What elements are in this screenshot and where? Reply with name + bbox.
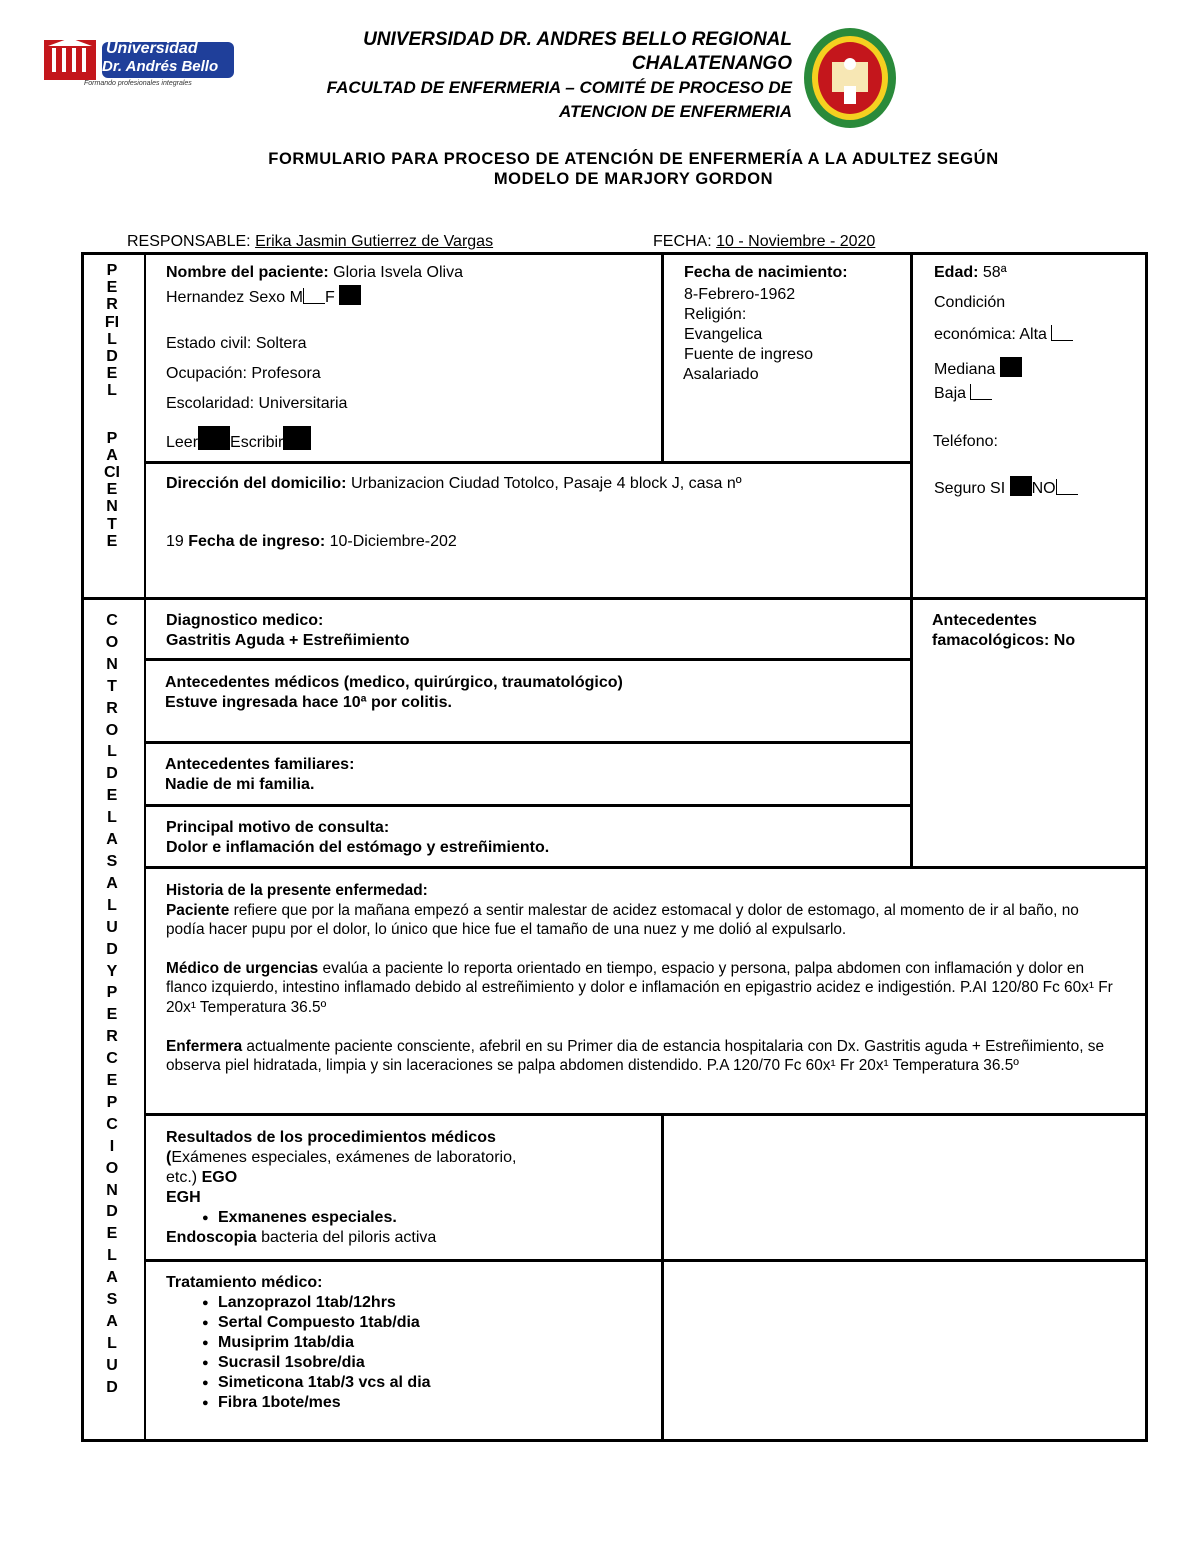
estado-civil: Estado civil: Soltera [166, 335, 307, 352]
ingreso-row [166, 532, 906, 552]
examenes-item: ● Exmanenes especiales. [202, 1208, 656, 1228]
tratamiento-list [202, 1293, 656, 1413]
patient-cell [166, 263, 656, 453]
ant-fam-cell [165, 755, 905, 795]
sexo-f-label: F [324, 289, 335, 306]
nombre-row [166, 263, 656, 283]
header-title [300, 28, 792, 124]
religion-value: Evangelica [684, 326, 763, 343]
endoscopia-row [166, 1228, 656, 1248]
mediana-checkbox[interactable] [1000, 357, 1022, 377]
historia-bottom-line [144, 1113, 1148, 1116]
escribir-checkbox[interactable] [283, 426, 311, 450]
resultados-ego-row [166, 1168, 656, 1188]
logo-text-1: Universidad [106, 40, 198, 57]
table-border-right [1145, 252, 1148, 1442]
direccion-top-line [144, 461, 913, 464]
header-line-2: CHALATENANGO [631, 53, 792, 74]
header-line-3: FACULTAD DE ENFERMERIA – COMITÉ DE PROCESO DE [326, 78, 792, 97]
fuente-value: Asalariado [683, 366, 759, 383]
baja-checkbox[interactable] [970, 384, 992, 400]
historia-enfermera-text: actualmente paciente consciente, afebril en su Primer dia de estancia hospitalaria con Dx. Gastritis aguda + Estreñimiento, se observa piel hidratada, limpia y sin laceraciones se palpa abdomen distendido. P.A 120/70 Fc 60x¹ Fr 20x¹ Temperatura 36.5º [166, 1037, 1105, 1075]
endoscopia-label: Endoscopia [166, 1229, 257, 1246]
ant-med-value: Estuve ingresada hace 10ª por colitis. [165, 694, 452, 711]
historia-label: Historia de la presente enfermedad: [166, 882, 428, 899]
tratamiento-label: Tratamiento médico: [166, 1274, 323, 1291]
faculty-seal [802, 26, 898, 130]
historia-medico [166, 959, 1116, 1018]
antfam-bottom-line [144, 804, 913, 807]
logo-text-2: Dr. Andrés Bello [102, 58, 219, 75]
seguro-row [934, 476, 1140, 499]
logo-tagline: Formando profesionales integrales [84, 80, 192, 87]
direccion-value: Urbanizacion Ciudad Totolco, Pasaje 4 block J, casa nº [350, 475, 742, 492]
resultados-text: Exámenes especiales, exámenes de laboratorio, [171, 1149, 517, 1166]
ingreso-label: Fecha de ingreso: [188, 533, 326, 550]
header-line-1: UNIVERSIDAD DR. ANDRES BELLO REGIONAL [363, 29, 792, 50]
alta-checkbox[interactable] [1051, 325, 1073, 341]
table-border-top [81, 252, 1148, 255]
form-title [0, 149, 1200, 189]
antmed-bottom-line [144, 741, 913, 744]
edad-label: Edad: [934, 264, 979, 281]
historia-paciente-label: Paciente [166, 901, 230, 919]
sexo-row [166, 285, 656, 308]
fecha-label: FECHA: [653, 233, 712, 250]
leer-checkbox[interactable] [198, 426, 230, 450]
motivo-value: Dolor e inflamación del estómago y estreñimiento. [166, 839, 550, 856]
diagnostico-cell [166, 611, 906, 651]
farmaco-label: Antecedentes [932, 612, 1037, 629]
table-border-left [81, 252, 84, 1442]
mediana-row [934, 357, 1140, 380]
resultados-paren: ( [166, 1149, 172, 1166]
resultados-cell [166, 1128, 656, 1248]
leer-escribir-row [166, 426, 656, 453]
header-line-4: ATENCION DE ENFERMERIA [559, 102, 792, 121]
nombre-value-2: Hernandez Sexo M [166, 289, 303, 306]
tratamiento-item: ● Lanzoprazol 1tab/12hrs [202, 1293, 656, 1313]
motivo-label: Principal motivo de consulta: [166, 819, 390, 836]
condicion-label: Condición [934, 294, 1006, 311]
university-logo [44, 36, 236, 92]
historia-paciente-text: refiere que por la mañana empezó a sentir malestar de acidez estomacal y dolor de estomago, al momento de ir al baño, no podía hacer pupu por el dolor, lo único que hice fue el tamaño de una nuez y me dolió al expulsarlo. [166, 901, 1079, 939]
direccion-label: Dirección del domicilio: [166, 475, 347, 492]
seguro-no-checkbox[interactable] [1056, 479, 1078, 495]
seal-icon [802, 26, 898, 130]
form-title-line-1: FORMULARIO PARA PROCESO DE ATENCIÓN DE ENFERMERÍA A LA ADULTEZ SEGÚN [268, 150, 999, 168]
resultados-bottom-line [144, 1259, 1148, 1262]
diag-bottom-line [144, 658, 913, 661]
leer-label: Leer [166, 434, 199, 451]
direccion-cell [166, 474, 906, 552]
direccion-row [166, 474, 906, 494]
nacimiento-cell [684, 263, 906, 385]
direccion-num: 19 [166, 533, 184, 550]
historia-enfermera [166, 1037, 1116, 1076]
side-column-divider [144, 252, 146, 1442]
egh-label: EGH [166, 1189, 201, 1206]
telefono-label: Teléfono: [933, 433, 998, 450]
ingreso-value: 10-Diciembre-202 [329, 533, 457, 550]
edad-cell [934, 263, 1140, 499]
fecha-value: 10 - Noviembre - 2020 [716, 233, 876, 250]
table-border-bottom [81, 1439, 1148, 1442]
ant-med-label: Antecedentes médicos (medico, quirúrgico, traumatológico) [165, 674, 623, 691]
ego-label: EGO [201, 1169, 238, 1186]
edad-divider [910, 252, 913, 599]
farmaco-label-2: famacológicos: No [932, 632, 1076, 649]
control-side-label: C O N T R O L D E L A S A L U D Y P E R C E P C I O N D E L A S A L U D [105, 612, 119, 1396]
edad-value: 58ª [982, 264, 1007, 281]
form-title-line-2: MODELO DE MARJORY GORDON [493, 170, 774, 188]
resultados-divider [661, 1113, 664, 1442]
baja-label: Baja [934, 385, 967, 402]
nacimiento-value: 8-Febrero-1962 [684, 286, 796, 303]
tratamiento-item: ● Sucrasil 1sobre/dia [202, 1353, 656, 1373]
mediana-label: Mediana [934, 361, 996, 378]
farmaco-divider [910, 597, 913, 869]
alta-row [934, 325, 1140, 345]
escribir-label: Escribir [230, 434, 284, 451]
tratamiento-cell [166, 1273, 656, 1413]
diag-label: Diagnostico medico: [166, 612, 324, 629]
historia-medico-text: evalúa a paciente lo reporta orientado en tiempo, espacio y persona, palpa abdomen con inflamación y dolor en flanco izquierdo, intestino inflamado debido al estreñimiento y dolor e inflamación en epigastrio acidez e indigestión. P.AI 120/80 Fc 60x¹ Fr 20x¹ Temperatura 36.5º [166, 959, 1113, 1016]
seguro-si-label: Seguro SI [934, 480, 1006, 497]
nacimiento-divider [661, 252, 664, 463]
fecha-row [653, 232, 875, 252]
tratamiento-item: ● Sertal Compuesto 1tab/dia [202, 1313, 656, 1333]
endoscopia-text: bacteria del piloris activa [256, 1229, 437, 1246]
motivo-cell [166, 818, 906, 858]
ant-fam-value: Nadie de mi familia. [165, 776, 315, 793]
historia-cell [166, 881, 1116, 1076]
motivo-bottom-line [144, 866, 1148, 869]
resultados-text-row [166, 1148, 656, 1168]
perfil-side-label: P E R FI L D E L P A CI E N T E [104, 262, 120, 550]
responsable-label: RESPONSABLE: [127, 233, 251, 250]
tratamiento-item: ● Simeticona 1tab/3 vcs al dia [202, 1373, 656, 1393]
nombre-value: Gloria Isvela Oliva [333, 264, 463, 281]
seguro-no-label: NO [1031, 480, 1056, 497]
responsable-row [127, 232, 493, 252]
ant-med-cell [165, 673, 905, 713]
responsable-value: Erika Jasmin Gutierrez de Vargas [255, 233, 494, 250]
edad-row [934, 263, 1140, 283]
sexo-m-checkbox[interactable] [303, 288, 325, 304]
nombre-label: Nombre del paciente: [166, 264, 329, 281]
tratamiento-item: ● Musiprim 1tab/dia [202, 1333, 656, 1353]
resultados-text-2: etc.) [166, 1169, 198, 1186]
baja-row [934, 384, 1140, 404]
fuente-label: Fuente de ingreso [684, 346, 813, 363]
escolaridad: Escolaridad: Universitaria [166, 395, 348, 412]
historia-enfermera-label: Enfermera [166, 1037, 243, 1055]
section-divider-1 [81, 597, 1148, 600]
seguro-si-checkbox[interactable] [1010, 476, 1032, 496]
religion-label: Religión: [684, 306, 747, 323]
resultados-label: Resultados de los procedimientos médicos [166, 1129, 496, 1146]
examenes-list [202, 1208, 656, 1228]
diag-value: Gastritis Aguda + Estreñimiento [166, 632, 410, 649]
ocupacion: Ocupación: Profesora [166, 365, 321, 382]
nacimiento-label: Fecha de nacimiento: [684, 264, 848, 281]
tratamiento-item: ● Fibra 1bote/mes [202, 1393, 656, 1413]
alta-label: económica: Alta [934, 326, 1047, 343]
ant-fam-label: Antecedentes familiares: [165, 756, 355, 773]
farmaco-cell [932, 611, 1142, 651]
historia-paciente [166, 901, 1116, 940]
historia-medico-label: Médico de urgencias [166, 959, 319, 977]
sexo-f-checkbox[interactable] [339, 285, 361, 305]
